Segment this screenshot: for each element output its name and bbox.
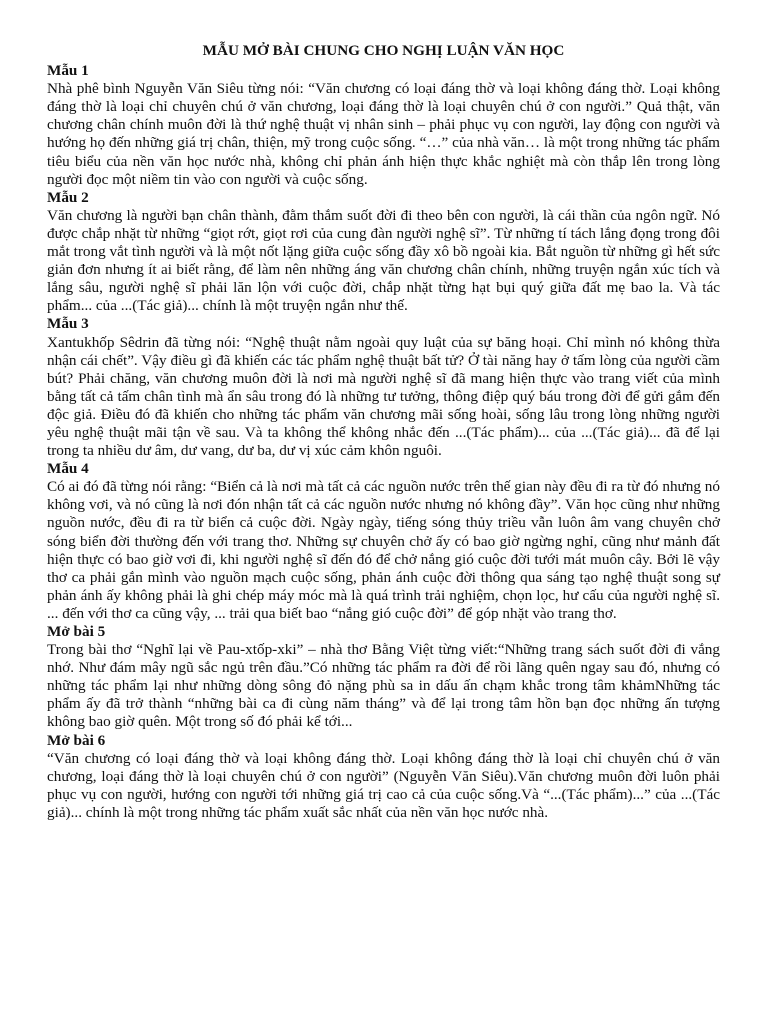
section-paragraph: Xantukhốp Sêdrin đã từng nói: “Nghệ thuật nằm ngoài quy luật của sự băng hoại. Chỉ mình nó không thừa nhận cái chết”. Vậy điều gì đã khiến các tác phẩm nghệ thuật bất tử? Ở tài năng hay ở tấm lòng của người cầm bút? Phải chăng, văn chương muôn đời là nơi mà người nghệ sĩ đã mang hiện thực vào trang viết của mình bằng tất cả tấm chân tình mà ẩn sâu trong đó là những tư tưởng, thông điệp quý báu trong đời để gửi gắm đến độc giả. Điều đó đã khiến cho những tác phẩm văn chương mãi sống hoài, sống lâu trong lòng những người yêu nghệ thuật mãi tận về sau. Và ta không thể không nhắc đến ...(Tác phẩm)... của ...(Tác giả)... đã để lại trong ta nhiều dư âm, dư vang, dư ba, dư vị xúc cảm khôn nguôi.	[47, 333, 720, 460]
section-mau-2	[47, 189, 720, 316]
section-paragraph: Có ai đó đã từng nói rằng: “Biển cả là nơi mà tất cả các nguồn nước trên thế gian này đều đi ra từ đó nhưng nó không vơi, và nó cũng là nơi đón nhận tất cả các nguồn nước nhưng nó không đầy”. Văn học cũng như những nguồn nước, đều đi ra từ biển cả cuộc đời. Ngày ngày, tiếng sóng thủy triều vẫn luôn âm vang chuyên chở sóng biển đời thường đến với trang thơ. Những sự chuyên chở ấy có bao giờ ngừng nghỉ, cũng như mảnh đất hiện thực có bao giờ vơi đi, khi người nghệ sĩ đến đó để chở nắng gió cuộc đời tưới mát muôn cây. Bởi lẽ vậy thơ ca phải gắn mình vào nguồn mạch cuộc sống, phản ánh cuộc đời thông qua sáng tạo nghệ thuật song sự phản ánh ấy không phải là ghi chép máy móc mà là quá trình trải nghiệm, chọn lọc, hư cấu của người nghệ sĩ. ... đến với thơ ca cũng vậy, ... trải qua biết bao “nắng gió cuộc đời” để góp nhặt vào trang thơ.	[47, 478, 720, 622]
section-heading: Mở bài 5	[47, 623, 106, 640]
document-title: MẪU MỞ BÀI CHUNG CHO NGHỊ LUẬN VĂN HỌC	[202, 42, 565, 59]
section-mau-4	[47, 460, 720, 623]
section-mo-bai-6	[47, 732, 720, 822]
section-heading: Mẫu 4	[47, 460, 89, 478]
section-paragraph: Nhà phê bình Nguyễn Văn Siêu từng nói: “Văn chương có loại đáng thờ và loại không đáng thờ. Loại không đáng thờ là loại chỉ chuyên chú ở văn chương, loại đáng thờ là loại chuyên chú ở con người.” Quả thật, văn chương chân chính muôn đời là thứ nghệ thuật vị nhân sinh – phải phục vụ con người, lay động con người và hướng họ đến những giá trị chân, thiện, mỹ trong cuộc sống. “…” của nhà văn… là một trong những tác phẩm tiêu biểu của nền văn học nước nhà, không chỉ phản ánh hiện thực khắc nghiệt mà còn thắp lên trong lòng người đọc một niềm tin vào con người và cuộc sống.	[47, 80, 720, 188]
section-mau-3	[47, 315, 720, 460]
section-heading: Mẫu 1	[47, 62, 89, 80]
section-mo-bai-5	[47, 623, 720, 732]
section-paragraph: Trong bài thơ “Nghĩ lại về Pau-xtốp-xki” – nhà thơ Bằng Việt từng viết:“Những trang sách suốt đời đi vắng nhớ. Như đám mây ngũ sắc ngủ trên đầu.”Có những tác phẩm ra đời để rồi lãng quên ngay sau đó, nhưng có những tác phẩm lại như những dòng sông đỏ nặng phù sa in dấu ấn chạm khắc trong tâm khảmNhững tác phẩm ấy đã trở thành “những bài ca đi cùng năm tháng” và để lại trong tâm hồn bạn đọc những ấn tượng không bao giờ quên. Một trong số đó phải kể tới...	[47, 641, 720, 731]
section-paragraph: “Văn chương có loại đáng thờ và loại không đáng thờ. Loại không đáng thờ là loại chỉ chuyên chú ở văn chương, loại đáng thờ là loại chuyên chú ở con người” (Nguyễn Văn Siêu).Văn chương muôn đời luôn phải phục vụ con người, hướng con người tới những giá trị cao cả của cuộc sống.Và “...(Tác phẩm)...” của ...(Tác giả)... chính là một trong những tác phẩm xuất sắc nhất của nền văn học nước nhà.	[47, 749, 720, 821]
section-paragraph: Văn chương là người bạn chân thành, đằm thắm suốt đời đi theo bên con người, là cái thần của ngôn ngữ. Nó được chắp nhặt từ những “giọt rớt, giọt rơi của cung đàn người nghệ sĩ”. Từ những tí tách lắng đọng trong đôi mắt trong vắt tình người và là một nốt lặng giữa cuộc sống đầy xô bồ ngoài kia. Bắt nguồn từ những gì hết sức giản đơn nhưng ít ai biết rằng, để làm nên những áng văn chương chân chính, những truyện ngắn xúc tích và lắng sâu, người nghệ sĩ phải lăn lộn với cuộc đời, chắp nhặt từng hạt bụi quý giữa đất mẹ bao la. Và tác phẩm... của ...(Tác giả)... chính là một truyện ngắn như thế.	[47, 206, 720, 315]
section-heading: Mẫu 2	[47, 188, 89, 206]
section-heading: Mở bài 6	[47, 731, 106, 749]
section-heading: Mẫu 3	[47, 315, 89, 333]
section-mau-1	[47, 62, 720, 189]
